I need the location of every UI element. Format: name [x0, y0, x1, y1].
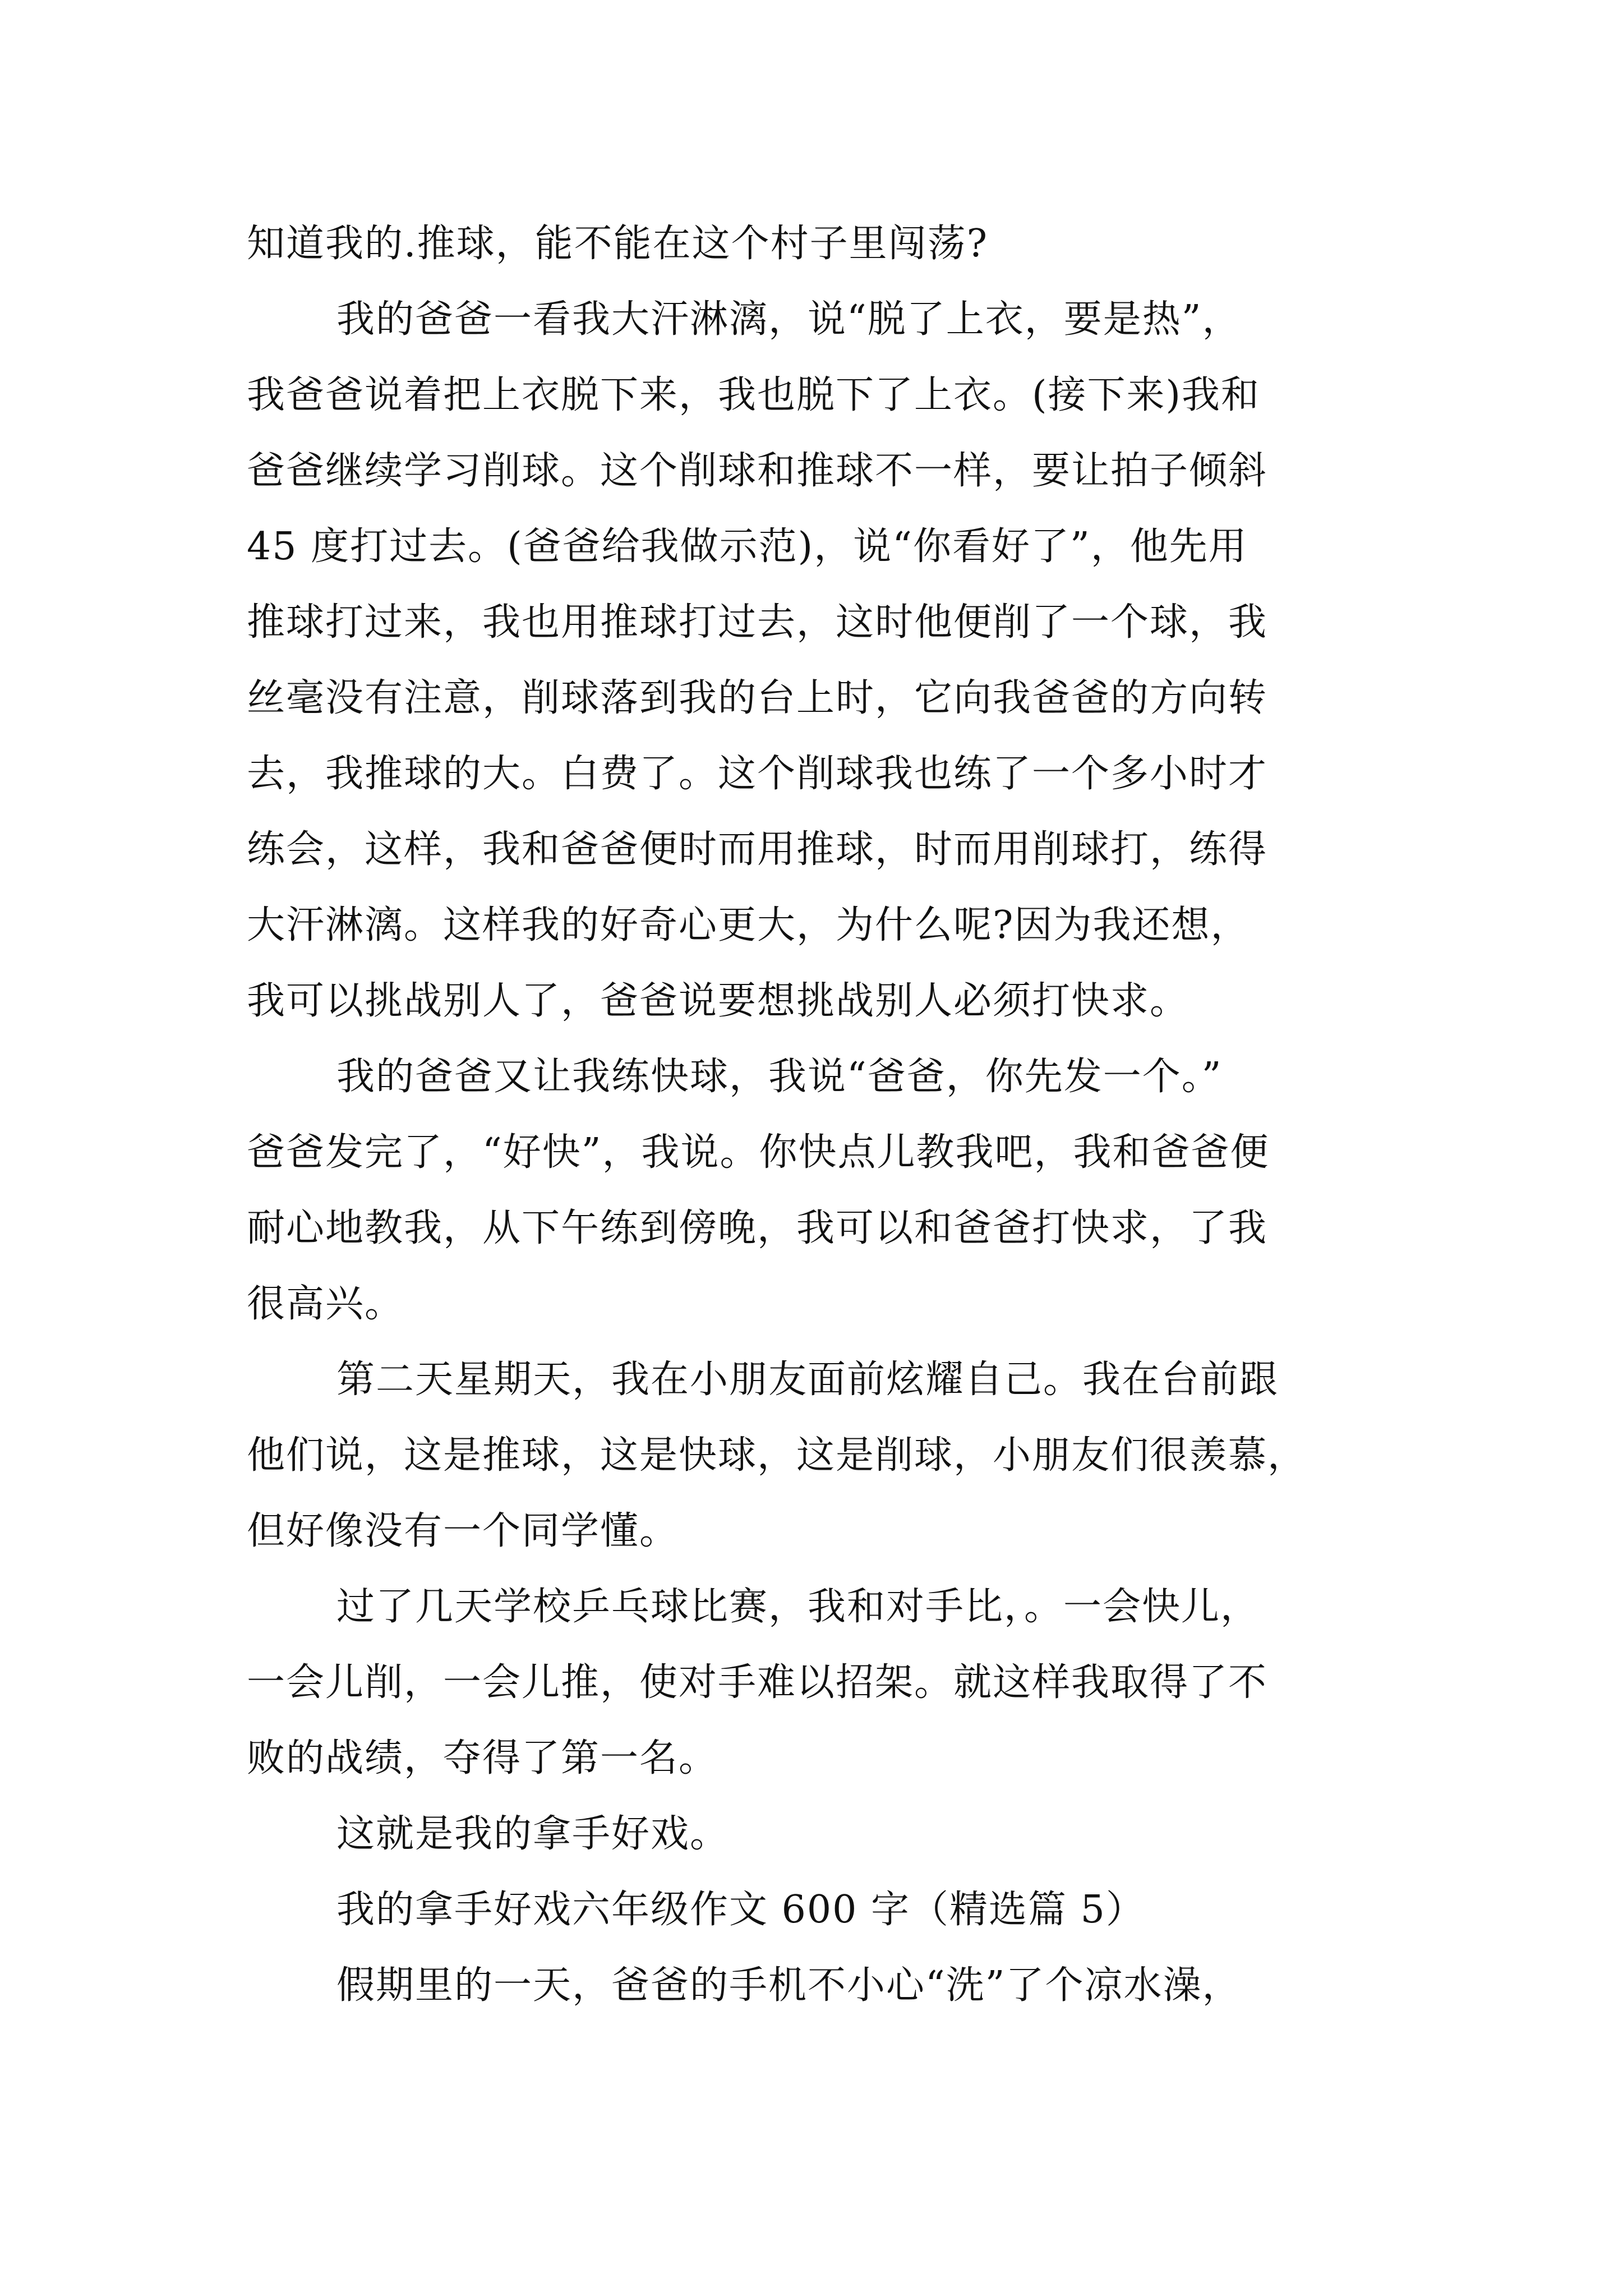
text-line: 大汗淋漓。这样我的好奇心更大，为什么呢?因为我还想，: [247, 903, 1250, 947]
text-line: 但好像没有一个同学懂。: [247, 1509, 679, 1553]
text-line: 他们说，这是推球，这是快球，这是削球，小朋友们很羡慕，: [247, 1433, 1307, 1478]
paragraph-start-line: 这就是我的拿手好戏。: [336, 1812, 730, 1856]
text-line: 耐心地教我，从下午练到傍晚，我可以和爸爸打快求，了我: [247, 1206, 1268, 1250]
text-line: 丝毫没有注意，削球落到我的台上时，它向我爸爸的方向转: [247, 676, 1268, 720]
paragraph-start-line: 我的爸爸又让我练快球，我说“爸爸，你先发一个。”: [336, 1055, 1223, 1099]
text-line: 我可以挑战别人了，爸爸说要想挑战别人必须打快求。: [247, 979, 1189, 1023]
text-line: 练会，这样，我和爸爸便时而用推球，时而用削球打，练得: [247, 827, 1268, 872]
text-line: 知道我的.推球，能不能在这个村子里闯荡?: [247, 222, 989, 266]
text-line: 爸爸继续学习削球。这个削球和推球不一样，要让拍子倾斜: [247, 449, 1268, 493]
paragraph-start-line: 第二天星期天，我在小朋友面前炫耀自己。我在台前跟: [336, 1358, 1279, 1402]
text-line: 很高兴。: [247, 1282, 404, 1326]
text-line: 爸爸发完了，“好快”，我说。你快点儿教我吧，我和爸爸便: [247, 1130, 1270, 1175]
paragraph-start-line: 我的爸爸一看我大汗淋漓，说“脱了上衣，要是热”，: [336, 297, 1242, 342]
text-line: 一会儿削，一会儿推，使对手难以招架。就这样我取得了不: [247, 1660, 1268, 1705]
paragraph-start-line: 过了几天学校乒乓球比赛，我和对手比，。一会快儿，: [336, 1585, 1260, 1629]
section-heading-line: 我的拿手好戏六年级作文 600 字（精选篇 5）: [336, 1888, 1145, 1932]
text-line: 推球打过来，我也用推球打过去，这时他便削了一个球，我: [247, 600, 1268, 645]
text-line: 败的战绩，夺得了第一名。: [247, 1736, 718, 1780]
paragraph-start-line: 假期里的一天，爸爸的手机不小心“洗”了个凉水澡，: [336, 1963, 1242, 2008]
text-line: 我爸爸说着把上衣脱下来，我也脱下了上衣。(接下来)我和: [247, 373, 1261, 417]
text-line: 去，我推球的大。白费了。这个削球我也练了一个多小时才: [247, 752, 1268, 796]
text-line: 45 度打过去。(爸爸给我做示范)，说“你看好了”，他先用: [247, 524, 1248, 569]
